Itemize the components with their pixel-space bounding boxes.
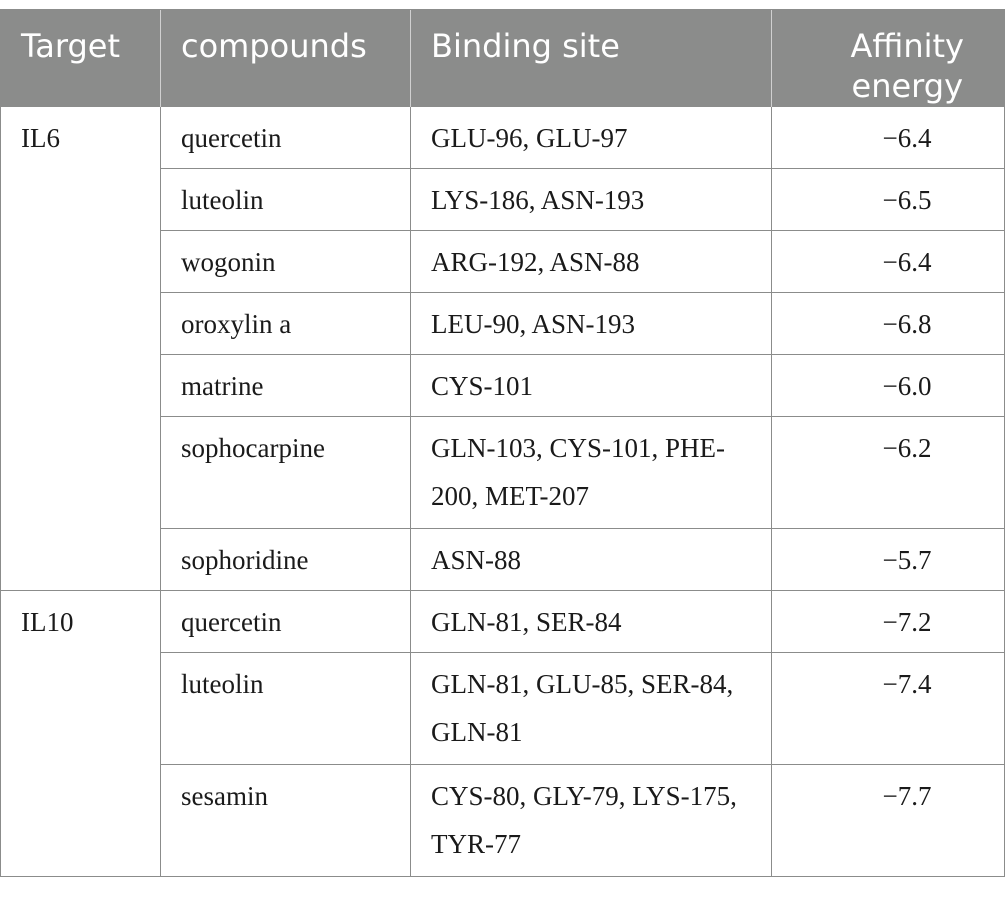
header-binding-site: Binding site [411, 10, 772, 107]
header-compounds: compounds [161, 10, 411, 107]
target-cell: IL6 [1, 107, 161, 591]
binding-site-cell: GLN-81, SER-84 [411, 591, 772, 653]
affinity-cell: −5.7 [772, 529, 1005, 591]
compound-cell: luteolin [161, 169, 411, 231]
binding-site-cell: LEU-90, ASN-193 [411, 293, 772, 355]
binding-site-cell: ASN-88 [411, 529, 772, 591]
compound-cell: oroxylin a [161, 293, 411, 355]
binding-site-cell: CYS-80, GLY-79, LYS-175, TYR-77 [411, 765, 772, 877]
docking-results-table [0, 9, 1005, 877]
compound-cell: matrine [161, 355, 411, 417]
compound-cell: quercetin [161, 107, 411, 169]
binding-site-cell: GLN-103, CYS-101, PHE-200, MET-207 [411, 417, 772, 529]
affinity-cell: −6.4 [772, 231, 1005, 293]
table-row [1, 107, 1005, 169]
affinity-cell: −7.7 [772, 765, 1005, 877]
table-header-row [1, 10, 1005, 107]
compound-cell: wogonin [161, 231, 411, 293]
affinity-cell: −7.4 [772, 653, 1005, 765]
compound-cell: sophocarpine [161, 417, 411, 529]
header-target: Target [1, 10, 161, 107]
compound-cell: sophoridine [161, 529, 411, 591]
binding-site-cell: CYS-101 [411, 355, 772, 417]
target-cell: IL10 [1, 591, 161, 877]
binding-site-cell: LYS-186, ASN-193 [411, 169, 772, 231]
affinity-cell: −6.0 [772, 355, 1005, 417]
docking-results-table-container [0, 9, 1004, 877]
binding-site-cell: GLU-96, GLU-97 [411, 107, 772, 169]
affinity-cell: −6.4 [772, 107, 1005, 169]
table-row [1, 591, 1005, 653]
binding-site-cell: ARG-192, ASN-88 [411, 231, 772, 293]
compound-cell: luteolin [161, 653, 411, 765]
affinity-cell: −6.5 [772, 169, 1005, 231]
header-affinity-energy: Affinity energy [772, 10, 1005, 107]
affinity-cell: −7.2 [772, 591, 1005, 653]
compound-cell: quercetin [161, 591, 411, 653]
binding-site-cell: GLN-81, GLU-85, SER-84, GLN-81 [411, 653, 772, 765]
affinity-cell: −6.2 [772, 417, 1005, 529]
compound-cell: sesamin [161, 765, 411, 877]
affinity-cell: −6.8 [772, 293, 1005, 355]
